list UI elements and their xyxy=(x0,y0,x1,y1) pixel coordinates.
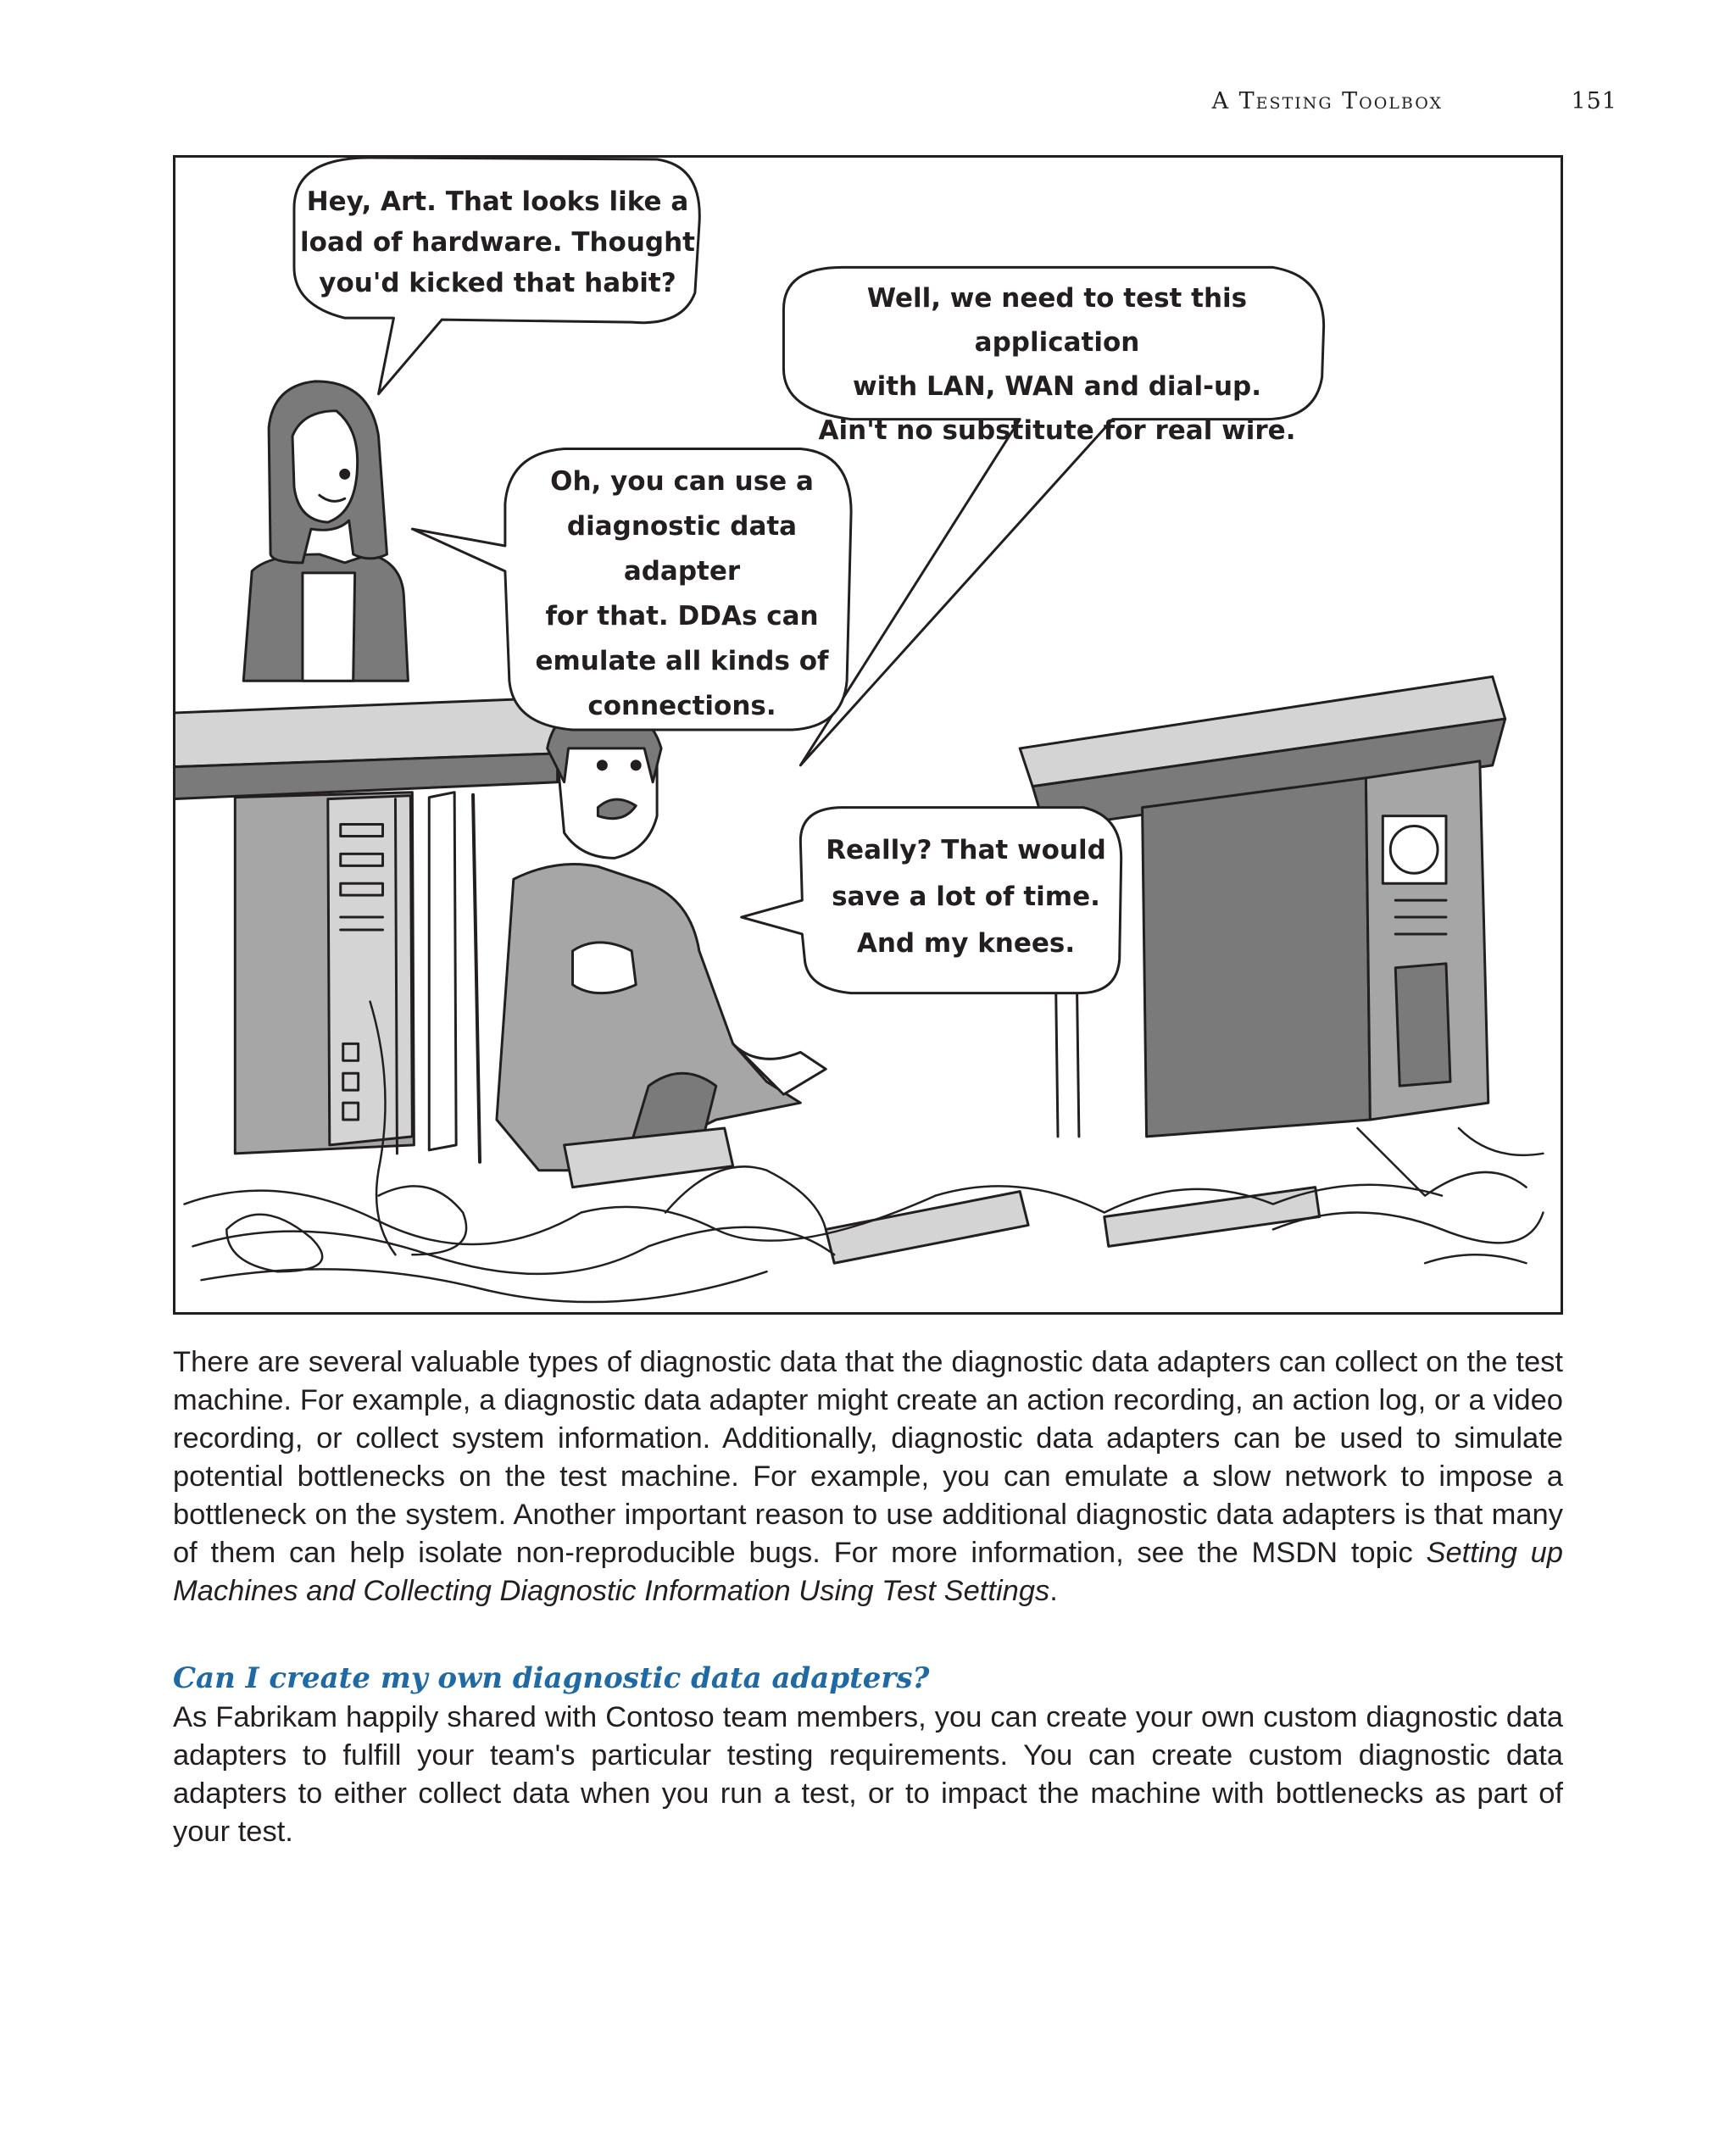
section-heading: Can I create my own diagnostic data adapters? xyxy=(173,1661,930,1695)
speech-bubble-man-2: Really? That would save a lot of time. And my knees. xyxy=(826,835,1106,959)
speech-bubble-man-1: Well, we need to test this application with LAN, WAN and dial-up. Ain't no substitute for real wire. xyxy=(818,283,1296,446)
running-head xyxy=(854,88,1617,122)
power-strip-right xyxy=(1104,1188,1320,1247)
cartoon-panel xyxy=(173,155,1563,1315)
paragraph-1-end: . xyxy=(1049,1575,1058,1607)
chapter-title: A Testing Toolbox xyxy=(1211,88,1443,114)
page-number: 151 xyxy=(1571,88,1617,114)
body-paragraph xyxy=(173,1343,1563,1610)
section-paragraph: As Fabrikam happily shared with Contoso team members, you can create your own custom diagnostic data adapters to fulfill your team's particular testing requirements. You can create custom diagnostic data adapters to either collect data when you run a test, or to impact the machine with bottlenecks as part of your test. xyxy=(173,1701,1563,1848)
right-server xyxy=(1143,761,1488,1137)
speech-bubble-woman-1: Hey, Art. That looks like a load of hardware. Thought you'd kicked that habit? xyxy=(300,186,695,298)
msdn-topic-title: Setting up Machines and Collecting Diagnostic Information Using Test Settings xyxy=(173,1537,1563,1607)
woman-figure xyxy=(243,381,408,681)
speech-bubble-woman-2: Oh, you can use a diagnostic data adapter for that. DDAs can emulate all kinds of connections. xyxy=(535,466,829,721)
left-server xyxy=(235,793,480,1162)
power-strip-center xyxy=(826,1192,1028,1264)
paragraph-1-text: There are several valuable types of diagnostic data that the diagnostic data adapters can collect on the test machine. For example, a diagnostic data adapter might create an action recording, an action log, or a video recording, or collect system information. Additionally, diagnostic data adapters can be used to simulate potential bottlenecks on the test machine. For example, you can emulate a slow network to impose a bottleneck on the system. Another important reason to use additional diagnostic data adapters is that many of them can help isolate non-reproducible bugs. For more information, see the MSDN topic xyxy=(173,1346,1563,1569)
